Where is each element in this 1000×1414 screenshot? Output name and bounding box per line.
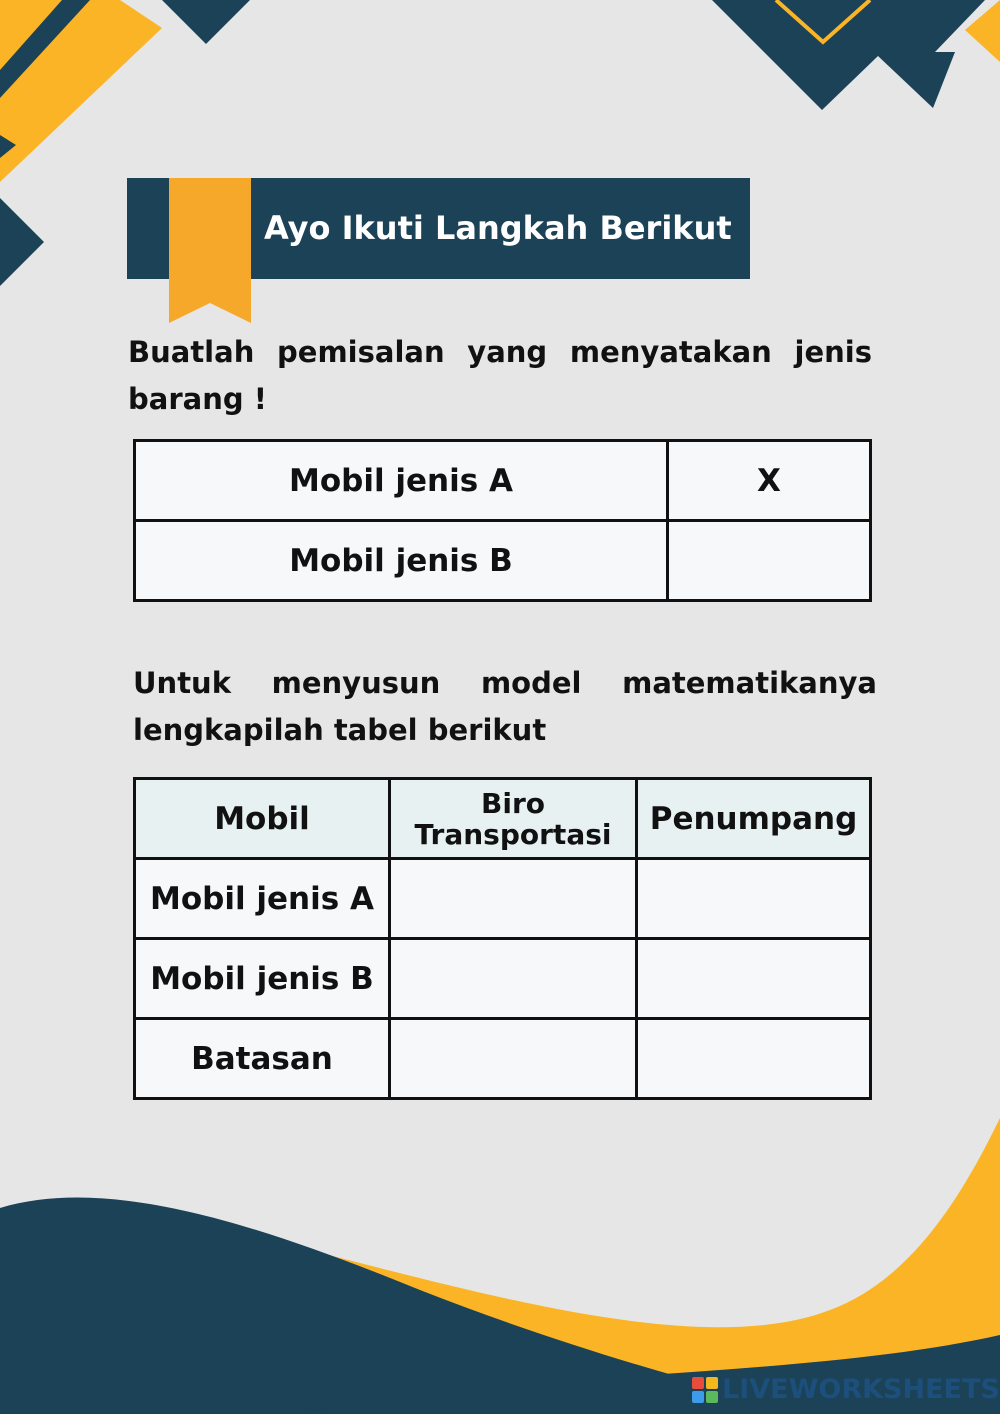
liveworksheets-logo — [692, 1374, 1000, 1405]
biro-answer-field[interactable] — [390, 1019, 637, 1099]
row-label: Batasan — [135, 1019, 390, 1099]
column-header-penumpang: Penumpang — [637, 779, 871, 859]
penumpang-answer-field[interactable] — [637, 939, 871, 1019]
column-header-mobil: Mobil — [135, 779, 390, 859]
page-title: Ayo Ikuti Langkah Berikut — [264, 209, 732, 247]
table-row — [135, 441, 871, 521]
model-table — [133, 777, 872, 1100]
biro-answer-field[interactable] — [390, 939, 637, 1019]
instruction-2: Untuk menyusun model matematikanya lengkapilah tabel berikut — [133, 666, 877, 747]
top-navy-triangle — [162, 0, 250, 44]
table-row — [135, 521, 871, 601]
column-header-biro: Biro Transportasi — [390, 779, 637, 859]
table-row — [135, 1019, 871, 1099]
table-header-row — [135, 779, 871, 859]
biro-answer-field[interactable] — [390, 859, 637, 939]
penumpang-answer-field[interactable] — [637, 1019, 871, 1099]
row-label: Mobil jenis A — [135, 859, 390, 939]
row-label: Mobil jenis A — [135, 441, 668, 521]
row-label: Mobil jenis B — [135, 521, 668, 601]
instruction-1: Buatlah pemisalan yang menyatakan jenis barang ! — [128, 335, 872, 416]
variable-answer-field[interactable] — [668, 521, 871, 601]
table-row — [135, 939, 871, 1019]
liveworksheets-icon — [692, 1377, 718, 1403]
left-navy-arrow — [0, 198, 44, 286]
variable-table — [133, 439, 872, 602]
penumpang-answer-field[interactable] — [637, 859, 871, 939]
watermark-text: LIVEWORKSHEETS — [722, 1374, 1000, 1405]
table-row — [135, 859, 871, 939]
bookmark-tab — [169, 178, 251, 323]
variable-answer-field[interactable]: X — [668, 441, 871, 521]
title-ribbon — [127, 178, 750, 323]
top-right-navy-shape — [712, 0, 985, 110]
row-label: Mobil jenis B — [135, 939, 390, 1019]
